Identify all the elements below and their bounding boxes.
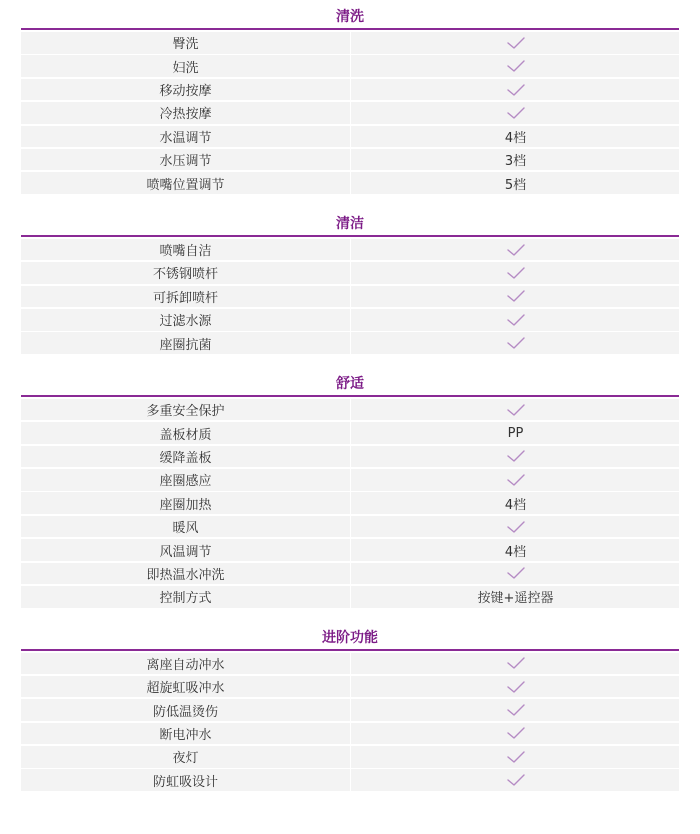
feature-supported [351, 55, 680, 77]
section-divider [21, 649, 679, 651]
checkmark-icon [507, 60, 525, 72]
checkmark-icon [507, 337, 525, 349]
feature-label: 不锈钢喷杆 [21, 262, 351, 284]
checkmark-icon [507, 657, 525, 669]
spec-row [21, 746, 679, 768]
feature-supported [351, 239, 680, 261]
checkmark-icon [507, 567, 525, 579]
checkmark-icon [507, 751, 525, 763]
spec-row [21, 586, 679, 608]
feature-supported [351, 32, 680, 54]
feature-supported [351, 446, 680, 468]
checkmark-icon [507, 107, 525, 119]
feature-supported [351, 262, 680, 284]
checkmark-icon [507, 521, 525, 533]
checkmark-icon [507, 404, 525, 416]
spec-row [21, 32, 679, 54]
feature-label: 移动按摩 [21, 79, 351, 101]
feature-label: 座圈加热 [21, 492, 351, 514]
checkmark-icon [507, 474, 525, 486]
feature-value: 5档 [504, 177, 527, 193]
feature-supported [351, 332, 680, 354]
checkmark-icon [507, 37, 525, 49]
feature-label: 妇洗 [21, 55, 351, 77]
checkmark-icon [507, 727, 525, 739]
spec-row [21, 539, 679, 561]
feature-label: 夜灯 [21, 746, 351, 768]
feature-label: 防虹吸设计 [21, 769, 351, 791]
spec-row [21, 563, 679, 585]
feature-label: 即热温水冲洗 [21, 563, 351, 585]
feature-label: 座圈抗菌 [21, 332, 351, 354]
checkmark-icon [507, 244, 525, 256]
feature-label: 喷嘴自洁 [21, 239, 351, 261]
feature-supported [351, 769, 680, 791]
feature-label: 臀洗 [21, 32, 351, 54]
feature-supported [351, 286, 680, 308]
spec-row [21, 723, 679, 745]
feature-label: 喷嘴位置调节 [21, 172, 351, 194]
feature-label: 水温调节 [21, 126, 351, 148]
feature-supported [351, 516, 680, 538]
spec-row [21, 699, 679, 721]
spec-row [21, 676, 679, 698]
section-title: 清洁 [336, 215, 364, 232]
feature-label: 控制方式 [21, 586, 351, 608]
checkmark-icon [507, 314, 525, 326]
feature-label: 座圈感应 [21, 469, 351, 491]
spec-section [21, 375, 679, 608]
feature-supported [351, 399, 680, 421]
feature-supported [351, 469, 680, 491]
feature-label: 暖风 [21, 516, 351, 538]
spec-section [21, 8, 679, 194]
feature-label: 冷热按摩 [21, 102, 351, 124]
feature-supported [351, 676, 680, 698]
spec-row [21, 126, 679, 148]
feature-label: 水压调节 [21, 149, 351, 171]
section-title: 进阶功能 [322, 629, 378, 646]
feature-label: 风温调节 [21, 539, 351, 561]
checkmark-icon [507, 84, 525, 96]
spec-table [21, 0, 679, 791]
feature-label: 可拆卸喷杆 [21, 286, 351, 308]
feature-value: 4档 [504, 497, 527, 513]
section-divider [21, 395, 679, 397]
feature-supported [351, 309, 680, 331]
feature-label: 缓降盖板 [21, 446, 351, 468]
spec-row [21, 516, 679, 538]
feature-supported [351, 699, 680, 721]
feature-label: 离座自动冲水 [21, 653, 351, 675]
spec-section [21, 629, 679, 791]
section-divider [21, 28, 679, 30]
spec-row [21, 469, 679, 491]
feature-label: 超旋虹吸冲水 [21, 676, 351, 698]
spec-row [21, 332, 679, 354]
spec-row [21, 239, 679, 261]
spec-row [21, 492, 679, 514]
spec-row [21, 399, 679, 421]
feature-value: 4档 [504, 544, 527, 560]
feature-value: 按键+遥控器 [477, 591, 554, 607]
checkmark-icon [507, 704, 525, 716]
feature-supported [351, 563, 680, 585]
feature-label: 防低温烫伤 [21, 699, 351, 721]
feature-supported [351, 653, 680, 675]
feature-value: 3档 [504, 154, 527, 170]
checkmark-icon [507, 267, 525, 279]
spec-section [21, 215, 679, 354]
feature-supported [351, 723, 680, 745]
section-title: 清洗 [336, 9, 364, 25]
checkmark-icon [507, 774, 525, 786]
spec-row [21, 79, 679, 101]
spec-row [21, 446, 679, 468]
spec-row [21, 149, 679, 171]
spec-row [21, 55, 679, 77]
feature-value: PP [507, 425, 524, 441]
checkmark-icon [507, 681, 525, 693]
feature-supported [351, 79, 680, 101]
feature-label: 过滤水源 [21, 309, 351, 331]
feature-label: 盖板材质 [21, 422, 351, 444]
spec-row [21, 286, 679, 308]
spec-row [21, 769, 679, 791]
spec-row [21, 102, 679, 124]
section-divider [21, 235, 679, 237]
feature-label: 断电冲水 [21, 723, 351, 745]
checkmark-icon [507, 450, 525, 462]
feature-value: 4档 [504, 130, 527, 146]
feature-supported [351, 102, 680, 124]
section-title: 舒适 [336, 375, 364, 392]
spec-row [21, 653, 679, 675]
feature-supported [351, 746, 680, 768]
spec-row [21, 262, 679, 284]
spec-row [21, 309, 679, 331]
checkmark-icon [507, 290, 525, 302]
feature-label: 多重安全保护 [21, 399, 351, 421]
spec-row [21, 422, 679, 444]
spec-row [21, 172, 679, 194]
